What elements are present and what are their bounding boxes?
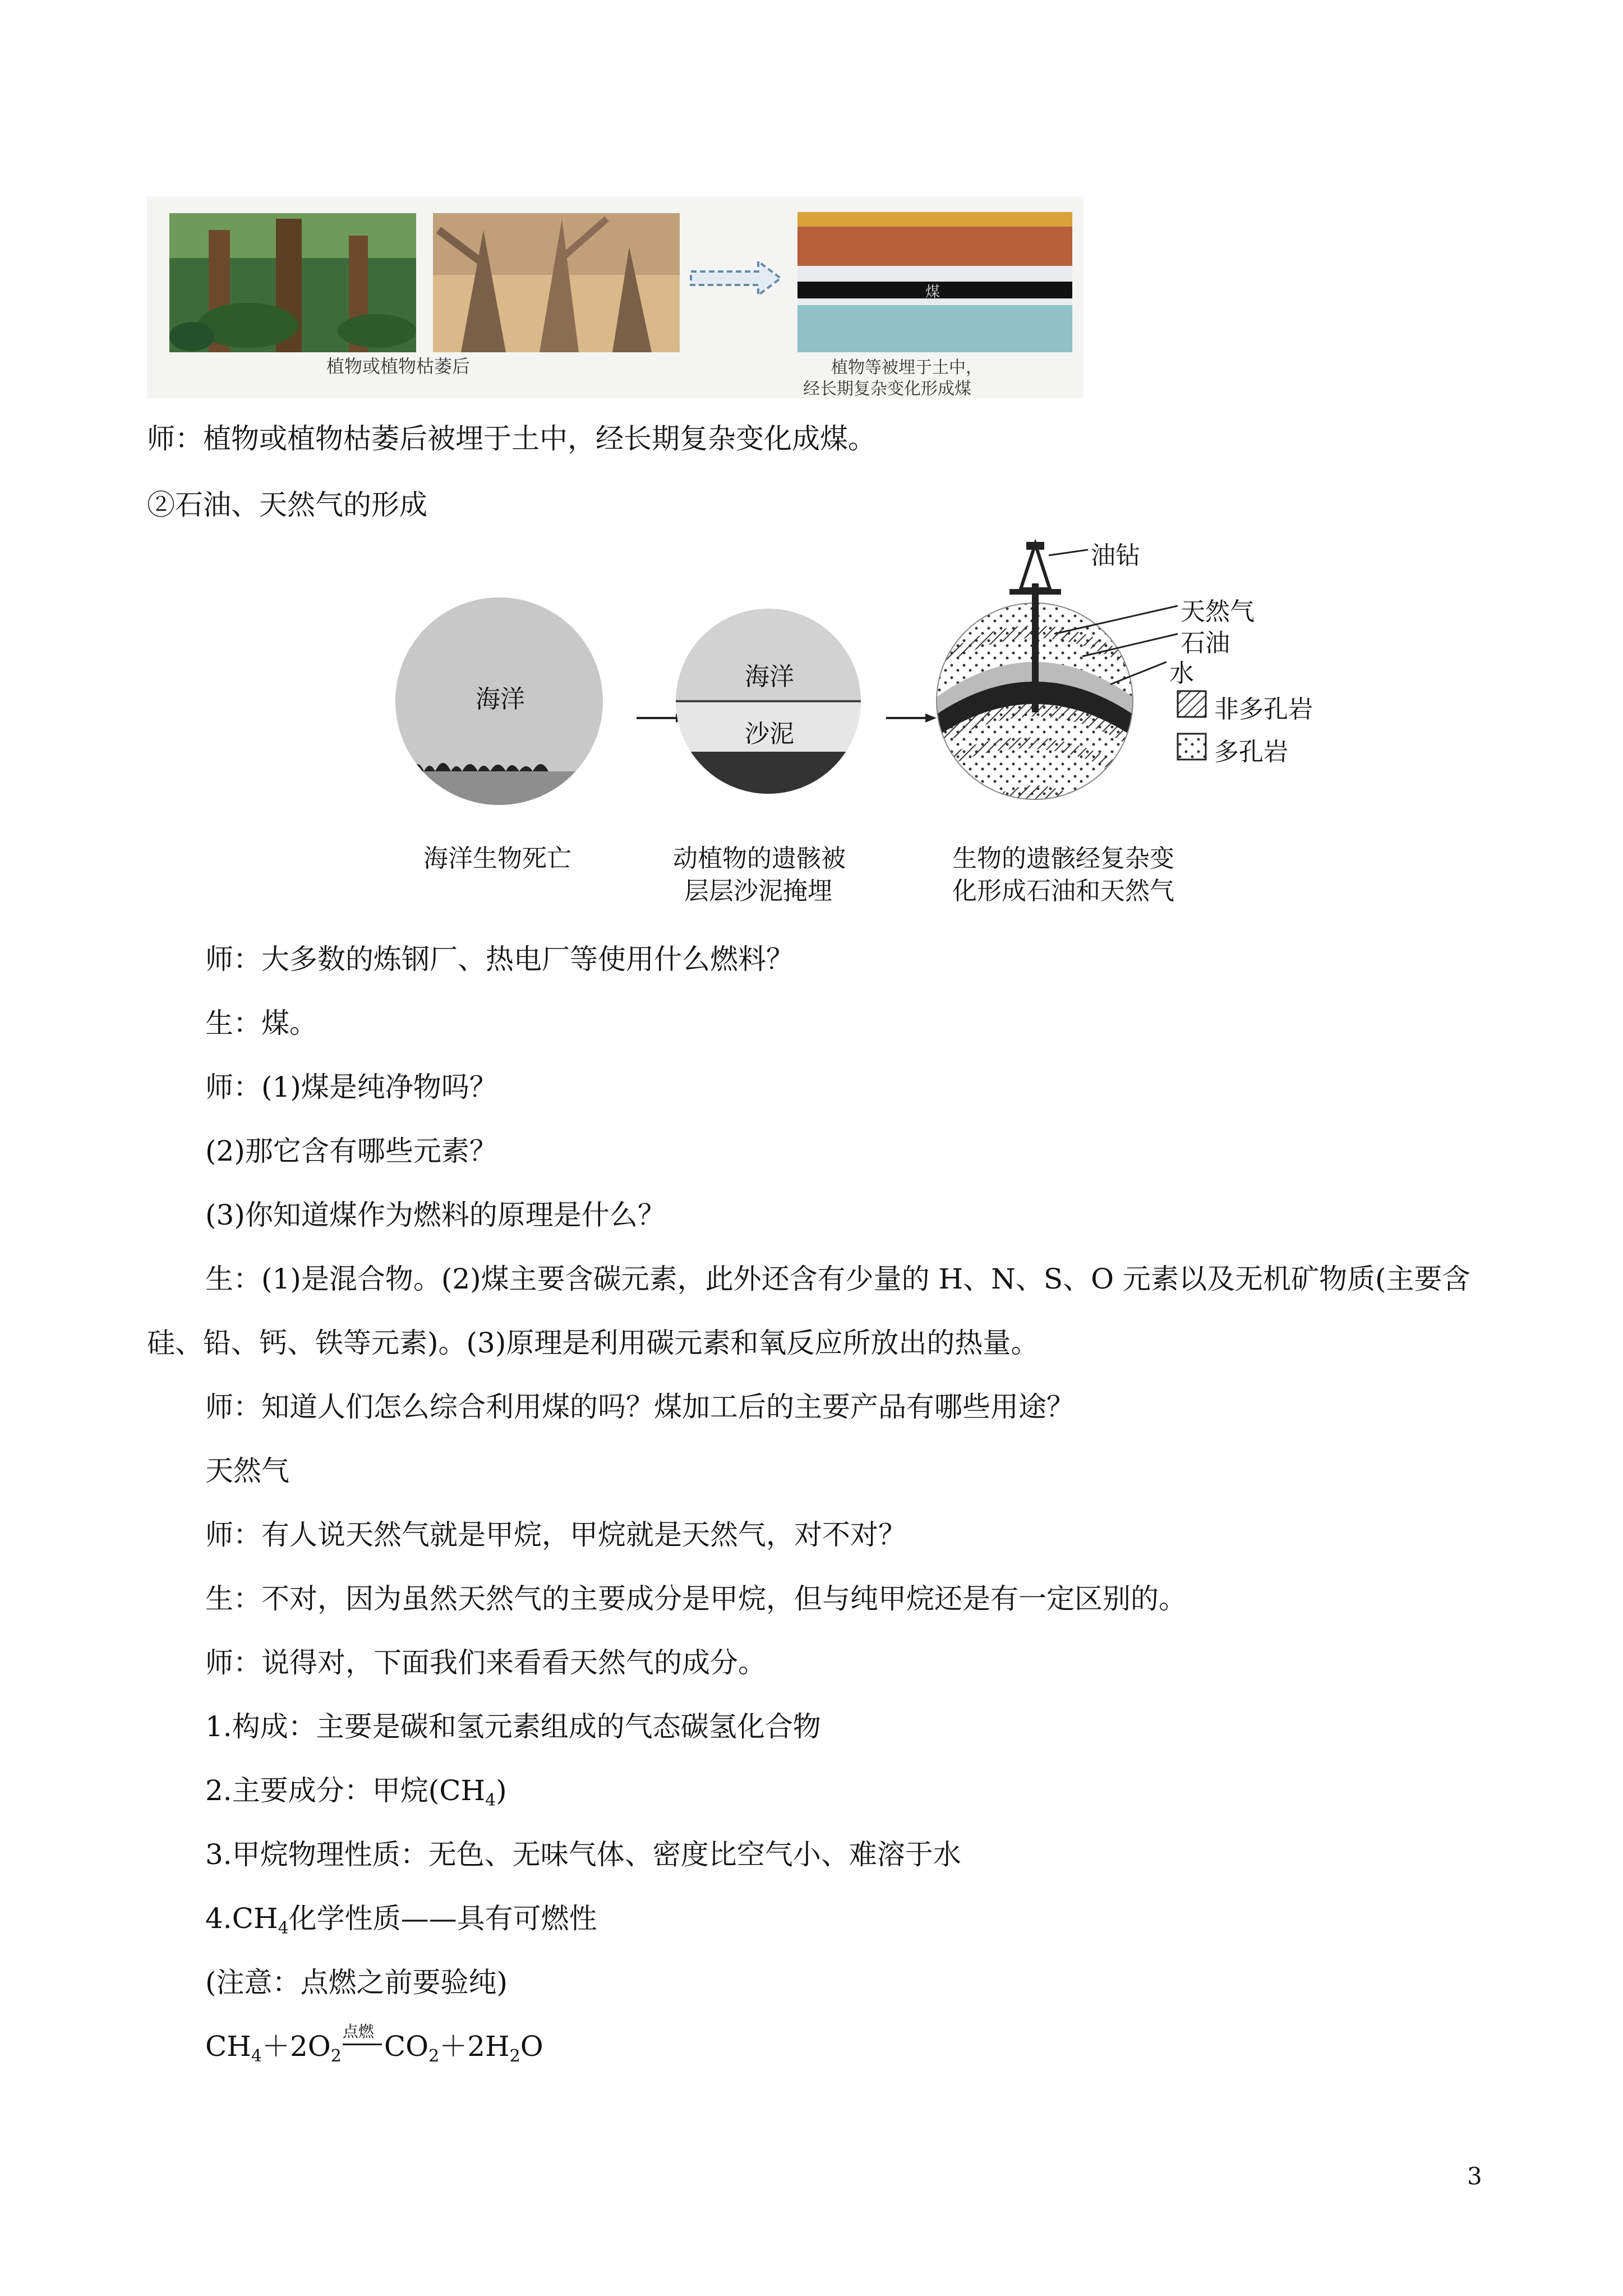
eq-condition: 点燃 [342, 2022, 374, 2041]
label-porous-rock: 多孔岩 [1214, 738, 1288, 766]
para-line-12: 师：有人说天然气就是甲烷，甲烷就是天然气，对不对？ [205, 1519, 906, 1551]
para-line-13: 生：不对，因为虽然天然气的主要成分是甲烷，但与纯甲烷还是有一定区别的。 [205, 1582, 1187, 1615]
para-line-10: 师：知道人们怎么综合利用煤的吗？煤加工后的主要产品有哪些用途？ [205, 1391, 1075, 1423]
eq-sub-4: 4 [251, 2046, 262, 2066]
coal-label: 煤 [925, 284, 940, 301]
main-component-close: ) [496, 1774, 507, 1807]
eq-plus-2h: ＋2H [439, 2030, 510, 2063]
coal-formation-figure [147, 196, 1083, 398]
para-line-3: 师：大多数的炼钢厂、热电厂等使用什么燃料？ [205, 943, 794, 976]
label-water: 水 [1169, 659, 1194, 688]
eq-reaction-arrow [342, 2022, 384, 2058]
figure1-caption-right-1: 植物等被埋于土中， [831, 358, 983, 378]
circle1-ocean-label: 海洋 [476, 685, 525, 714]
chem-prop-prefix: 4.CH [205, 1902, 278, 1935]
label-oil: 石油 [1181, 629, 1230, 657]
eq-sub-2c: 2 [509, 2046, 520, 2066]
figure1-caption-right-2: 经长期复杂变化形成煤 [803, 379, 971, 398]
eq-ch: CH [205, 2030, 251, 2063]
combustion-equation [205, 2022, 543, 2073]
caption-buried-1: 动植物的遗骸被 [673, 844, 846, 873]
para-line-7: (3)你知道煤作为燃料的原理是什么？ [205, 1199, 666, 1231]
eq-plus-2o: ＋2O [261, 2030, 331, 2063]
list-item-chemical-properties [205, 1902, 597, 1945]
para-line-1: 师：植物或植物枯萎后被埋于土中，经长期复杂变化成煤。 [147, 422, 876, 455]
para-line-5: 师：(1)煤是纯净物吗？ [205, 1071, 497, 1103]
main-component-text: 2.主要成分：甲烷(CH [205, 1774, 486, 1807]
eq-co: CO [384, 2030, 429, 2063]
page-number: 3 [1467, 2162, 1482, 2190]
eq-sub-2a: 2 [330, 2046, 342, 2066]
label-drill: 油钻 [1091, 541, 1140, 570]
list-item-physical-properties: 3.甲烷物理性质：无色、无味气体、密度比空气小、难溶于水 [205, 1838, 961, 1871]
label-nonporous-rock: 非多孔岩 [1214, 695, 1313, 724]
eq-bar [343, 2044, 382, 2045]
eq-sub-2b: 2 [428, 2046, 440, 2066]
caption-marine-death: 海洋生物死亡 [423, 844, 571, 873]
list-item-main-component [205, 1774, 507, 1818]
oil-gas-formation-figure [381, 539, 1335, 920]
para-line-9: 硅、铅、钙、铁等元素)。(3)原理是利用碳元素和氧反应所放出的热量。 [147, 1327, 1039, 1359]
para-line-6: (2)那它含有哪些元素？ [205, 1135, 497, 1167]
para-line-4: 生：煤。 [205, 1007, 317, 1039]
label-natural-gas: 天然气 [1181, 597, 1255, 626]
caption-formation-2: 化形成石油和天然气 [952, 877, 1174, 905]
circle2-sand-label: 沙泥 [745, 720, 794, 748]
para-line-8: 生：(1)是混合物。(2)煤主要含碳元素，此外还含有少量的 H、N、S、O 元素以及无机矿物质(主要含 [205, 1263, 1470, 1295]
circle2-ocean-label: 海洋 [745, 662, 794, 691]
para-line-14: 师：说得对，下面我们来看看天然气的成分。 [205, 1646, 766, 1679]
figure1-caption-left: 植物或植物枯萎后 [326, 356, 471, 377]
subscript: 4 [485, 1791, 496, 1810]
note-line: (注意：点燃之前要验纯) [205, 1966, 508, 1999]
eq-o: O [520, 2030, 543, 2063]
caption-formation-1: 生物的遗骸经复杂变 [952, 844, 1174, 873]
subscript: 4 [278, 1918, 289, 1938]
caption-buried-2: 层层沙泥掩埋 [684, 877, 832, 905]
list-item-composition: 1.构成：主要是碳和氢元素组成的气态碳氢化合物 [205, 1710, 821, 1743]
para-line-2: ②石油、天然气的形成 [147, 489, 427, 521]
chem-prop-text: 化学性质——具有可燃性 [288, 1902, 597, 1935]
section-heading-natural-gas: 天然气 [205, 1455, 289, 1487]
